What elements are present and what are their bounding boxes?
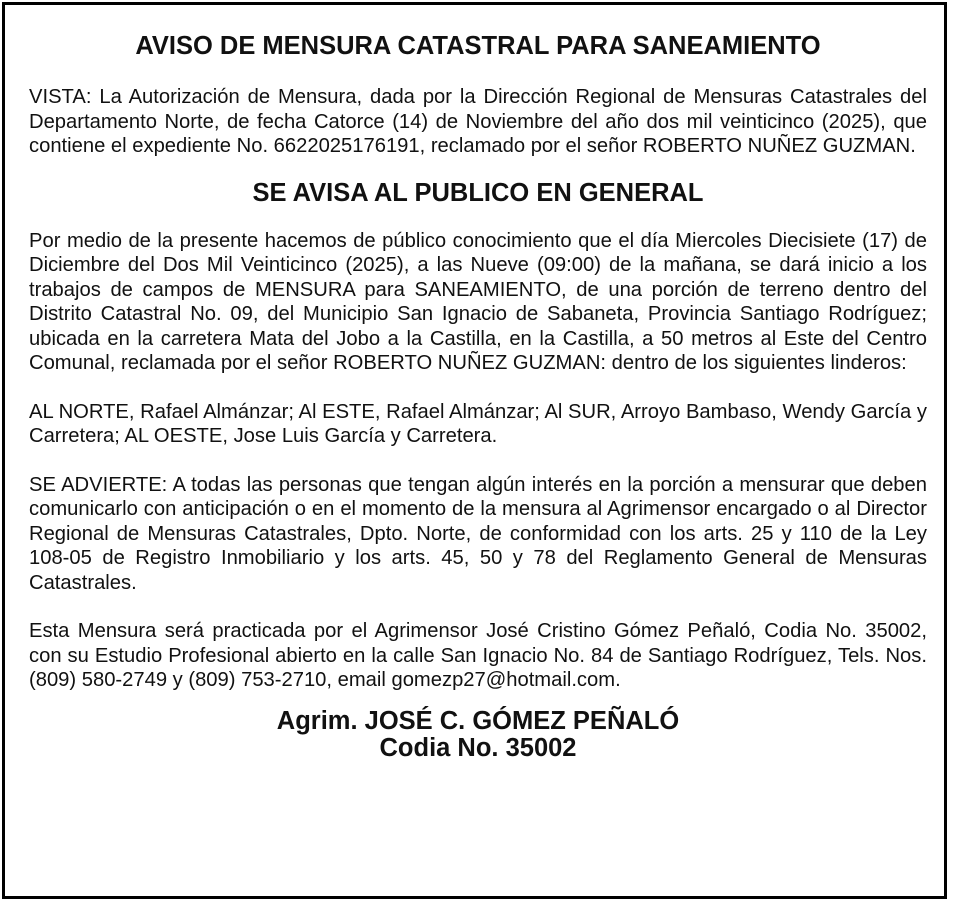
signature-name: Agrim. JOSÉ C. GÓMEZ PEÑALÓ [276,706,680,735]
boundaries-paragraph: AL NORTE, Rafael Almánzar; Al ESTE, Rafael Almánzar; Al SUR, Arroyo Bambaso, Wendy García y Carretera; AL OESTE, Jose Luis García y Carretera. [29,400,927,447]
signature-codia: Codia No. 35002 [379,733,577,762]
signature-block [29,708,927,762]
notice-title: AVISO DE MENSURA CATASTRAL PARA SANEAMIENTO [135,32,821,60]
vista-paragraph: VISTA: La Autorización de Mensura, dada por la Dirección Regional de Mensuras Catastrales del Departamento Norte, de fecha Catorce (14) de Noviembre del año dos mil veinticinco (2025), que contiene el expediente No. 6622025176191, reclamado por el señor ROBERTO NUÑEZ GUZMAN. [29,86,927,157]
notice-content [29,29,927,762]
public-notice-heading: SE AVISA AL PUBLICO EN GENERAL [252,178,704,207]
warning-paragraph: SE ADVIERTE: A todas las personas que tengan algún interés en la porción a mensurar que deben comunicarlo con anticipación o en el momento de la mensura al Agrimensor encargado o al Director Regional de Mensuras Catastrales, Dpto. Norte, de conformidad con los arts. 25 y 110 de la Ley 108-05 de Registro Inmobiliario y los arts. 45, 50 y 78 del Reglamento General de Mensuras Catastrales. [29,473,927,594]
notice-border [2,2,947,899]
announcement-paragraph: Por medio de la presente hacemos de público conocimiento que el día Miercoles Diecisiete (17) de Diciembre del Dos Mil Veinticinco (2025), a las Nueve (09:00) de la mañana, se dará inicio a los trabajos de campos de MENSURA para SANEAMIENTO, de una porción de terreno dentro del Distrito Catastral No. 09, del Municipio San Ignacio de Sabaneta, Provincia Santiago Rodríguez; ubicada en la carretera Mata del Jobo a la Castilla, en la Castilla, a 50 metros al Este del Centro Comunal, reclamada por el señor ROBERTO NUÑEZ GUZMAN: dentro de los siguientes linderos: [29,229,927,374]
surveyor-paragraph: Esta Mensura será practicada por el Agrimensor José Cristino Gómez Peñaló, Codia No. 35002, con su Estudio Profesional abierto en la calle San Ignacio No. 84 de Santiago Rodríguez, Tels. Nos. (809) 580-2749 y (809) 753-2710, email gomezp27@hotmail.com. [29,620,927,691]
